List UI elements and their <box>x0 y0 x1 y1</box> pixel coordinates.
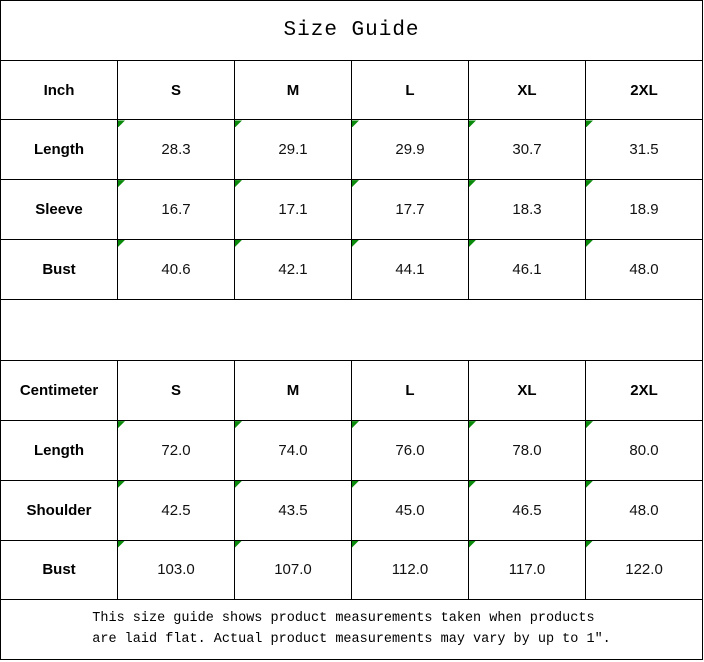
inch-header-row <box>1 60 703 120</box>
centimeter-value-cell-bust-s <box>118 540 235 600</box>
inch-value-cell-bust-m <box>235 239 352 299</box>
corner-marker-icon <box>586 541 593 548</box>
corner-marker-icon <box>118 120 125 127</box>
centimeter-value-cell-shoulder-s <box>118 480 235 540</box>
cell-value: 103.0 <box>157 561 195 579</box>
corner-marker-icon <box>235 541 242 548</box>
cell-value: 112.0 <box>391 561 429 579</box>
corner-marker-icon <box>352 240 359 247</box>
centimeter-value-cell-shoulder-xl <box>469 480 586 540</box>
corner-marker-icon <box>352 421 359 428</box>
centimeter-value-cell-length-xl <box>469 421 586 481</box>
inch-size-header-cell-l: L <box>352 60 469 120</box>
centimeter-header-row <box>1 361 703 421</box>
corner-marker-icon <box>469 180 476 187</box>
cell-value: 78.0 <box>512 441 542 459</box>
centimeter-value-cell-length-l <box>352 421 469 481</box>
centimeter-size-header-cell-l: L <box>352 361 469 421</box>
corner-marker-icon <box>469 240 476 247</box>
corner-marker-icon <box>118 481 125 488</box>
corner-marker-icon <box>235 120 242 127</box>
corner-marker-icon <box>586 481 593 488</box>
cell-value: 122.0 <box>625 561 663 579</box>
centimeter-value-cell-bust-2xl <box>586 540 703 600</box>
centimeter-value-cell-length-2xl <box>586 421 703 481</box>
cell-value: 30.7 <box>512 141 542 159</box>
centimeter-value-cell-length-s <box>118 421 235 481</box>
inch-value-cell-length-s <box>118 120 235 180</box>
corner-marker-icon <box>352 481 359 488</box>
centimeter-value-cell-shoulder-m <box>235 480 352 540</box>
corner-marker-icon <box>469 481 476 488</box>
cell-value: 29.1 <box>278 141 308 159</box>
corner-marker-icon <box>469 541 476 548</box>
centimeter-size-header-cell-s: S <box>118 361 235 421</box>
corner-marker-icon <box>586 421 593 428</box>
corner-marker-icon <box>586 180 593 187</box>
corner-marker-icon <box>586 120 593 127</box>
inch-size-header-cell-s: S <box>118 60 235 120</box>
corner-marker-icon <box>352 120 359 127</box>
footer-note-line2: are laid flat. Actual product measurements may vary by up to 1″. <box>92 631 611 647</box>
inch-value-cell-sleeve-2xl <box>586 180 703 240</box>
centimeter-unit-header-cell: Centimeter <box>1 361 118 421</box>
centimeter-value-cell-shoulder-2xl <box>586 480 703 540</box>
page-title: Size Guide <box>1 1 703 61</box>
centimeter-row-length <box>1 421 703 481</box>
centimeter-row-label-shoulder: Shoulder <box>1 480 118 540</box>
inch-value-cell-sleeve-m <box>235 180 352 240</box>
cell-value: 72.0 <box>161 441 191 459</box>
cell-value: 80.0 <box>629 441 659 459</box>
cell-value: 17.7 <box>395 201 425 219</box>
cell-value: 16.7 <box>161 201 191 219</box>
corner-marker-icon <box>118 180 125 187</box>
footer-note-line1: This size guide shows product measurements taken when products <box>92 610 595 626</box>
inch-row-label-sleeve: Sleeve <box>1 180 118 240</box>
inch-value-cell-length-2xl <box>586 120 703 180</box>
cell-value: 48.0 <box>629 501 659 519</box>
cell-value: 28.3 <box>161 141 191 159</box>
inch-row-label-bust: Bust <box>1 239 118 299</box>
inch-value-cell-sleeve-xl <box>469 180 586 240</box>
corner-marker-icon <box>586 240 593 247</box>
cell-value: 44.1 <box>395 260 425 278</box>
spacer-row <box>1 299 703 361</box>
centimeter-row-bust <box>1 540 703 600</box>
centimeter-value-cell-bust-m <box>235 540 352 600</box>
corner-marker-icon <box>469 421 476 428</box>
centimeter-row-label-length: Length <box>1 421 118 481</box>
cell-value: 48.0 <box>629 260 659 278</box>
cell-value: 18.3 <box>512 201 542 219</box>
inch-table-body <box>1 60 703 299</box>
inch-row-sleeve <box>1 180 703 240</box>
cell-value: 76.0 <box>395 441 425 459</box>
centimeter-value-cell-bust-l <box>352 540 469 600</box>
cell-value: 117.0 <box>508 561 546 579</box>
corner-marker-icon <box>352 541 359 548</box>
cell-value: 74.0 <box>278 441 308 459</box>
centimeter-value-cell-bust-xl <box>469 540 586 600</box>
cell-value: 43.5 <box>278 501 308 519</box>
corner-marker-icon <box>118 421 125 428</box>
corner-marker-icon <box>118 541 125 548</box>
inch-row-bust <box>1 239 703 299</box>
inch-row-label-length: Length <box>1 120 118 180</box>
inch-size-header-cell-2xl: 2XL <box>586 60 703 120</box>
inch-value-cell-length-l <box>352 120 469 180</box>
footer-note <box>92 609 610 651</box>
centimeter-size-header-cell-2xl: 2XL <box>586 361 703 421</box>
cell-value: 42.1 <box>278 260 308 278</box>
cell-value: 17.1 <box>278 201 308 219</box>
cell-value: 40.6 <box>161 260 191 278</box>
cell-value: 42.5 <box>161 501 191 519</box>
corner-marker-icon <box>352 180 359 187</box>
cell-value: 45.0 <box>395 501 425 519</box>
corner-marker-icon <box>235 481 242 488</box>
inch-value-cell-sleeve-s <box>118 180 235 240</box>
inch-value-cell-length-xl <box>469 120 586 180</box>
corner-marker-icon <box>118 240 125 247</box>
inch-value-cell-sleeve-l <box>352 180 469 240</box>
inch-unit-header-cell: Inch <box>1 60 118 120</box>
corner-marker-icon <box>469 120 476 127</box>
corner-marker-icon <box>235 421 242 428</box>
footer-cell <box>1 600 703 660</box>
inch-size-header-cell-xl: XL <box>469 60 586 120</box>
cell-value: 29.9 <box>395 141 425 159</box>
inch-value-cell-length-m <box>235 120 352 180</box>
inch-size-header-cell-m: M <box>235 60 352 120</box>
centimeter-table-body <box>1 361 703 600</box>
cell-value: 107.0 <box>274 561 312 579</box>
cell-value: 46.5 <box>512 501 542 519</box>
cell-value: 46.1 <box>512 260 542 278</box>
centimeter-value-cell-shoulder-l <box>352 480 469 540</box>
inch-value-cell-bust-l <box>352 239 469 299</box>
centimeter-row-label-bust: Bust <box>1 540 118 600</box>
centimeter-size-header-cell-xl: XL <box>469 361 586 421</box>
inch-value-cell-bust-2xl <box>586 239 703 299</box>
centimeter-size-header-cell-m: M <box>235 361 352 421</box>
inch-value-cell-bust-xl <box>469 239 586 299</box>
inch-row-length <box>1 120 703 180</box>
cell-value: 31.5 <box>629 141 659 159</box>
centimeter-value-cell-length-m <box>235 421 352 481</box>
cell-value: 18.9 <box>629 201 659 219</box>
corner-marker-icon <box>235 240 242 247</box>
corner-marker-icon <box>235 180 242 187</box>
inch-value-cell-bust-s <box>118 239 235 299</box>
centimeter-row-shoulder <box>1 480 703 540</box>
